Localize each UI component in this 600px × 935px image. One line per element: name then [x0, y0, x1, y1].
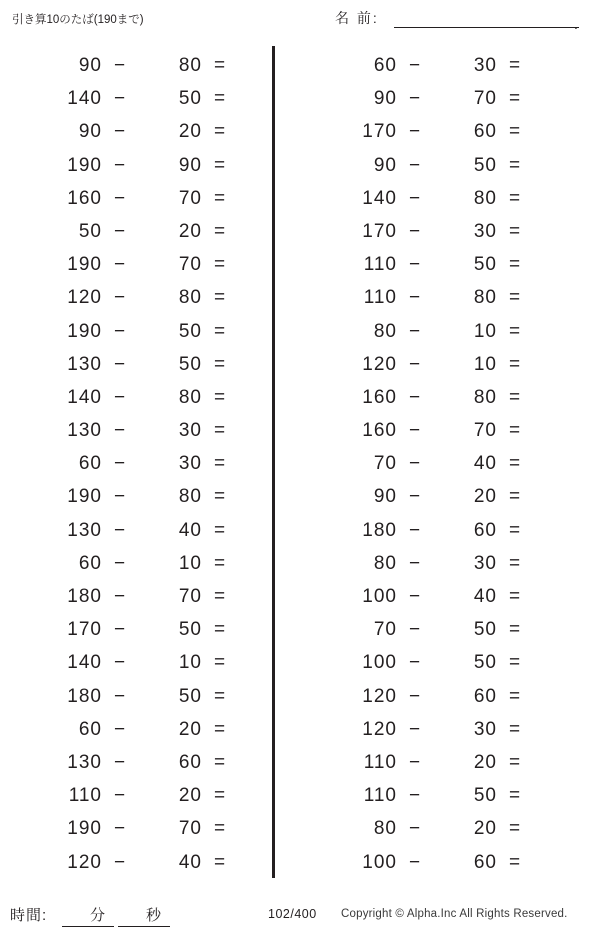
minus-operator-icon: − — [408, 453, 422, 475]
minus-operator-icon: − — [408, 320, 422, 342]
operand-second: 20 — [178, 785, 202, 807]
problem-row — [305, 847, 545, 880]
minus-operator-icon: − — [113, 851, 127, 873]
operand-first: 180 — [67, 586, 102, 607]
equals-sign-icon: = — [213, 386, 227, 408]
operand-first: 90 — [373, 486, 397, 508]
operand-first: 60 — [78, 453, 102, 475]
operand-first: 90 — [78, 55, 102, 76]
operand-second: 50 — [473, 785, 497, 807]
operand-first: 100 — [362, 851, 397, 873]
minus-operator-icon: − — [113, 121, 127, 143]
minus-operator-icon: − — [113, 519, 127, 541]
equals-sign-icon: = — [213, 420, 227, 442]
operand-second: 60 — [473, 685, 497, 707]
equals-sign-icon: = — [508, 851, 522, 873]
operand-first: 160 — [67, 187, 102, 209]
minus-operator-icon: − — [113, 552, 127, 574]
equals-sign-icon: = — [508, 619, 522, 641]
problem-column-right — [305, 50, 545, 880]
operand-second: 60 — [178, 751, 202, 773]
operand-second: 30 — [178, 420, 202, 442]
operand-first: 100 — [362, 586, 397, 607]
time-minutes-unit: 分 — [90, 907, 106, 924]
operand-first: 90 — [373, 88, 397, 110]
operand-second: 10 — [178, 652, 202, 674]
operand-second: 30 — [473, 55, 497, 76]
operand-first: 160 — [362, 386, 397, 408]
equals-sign-icon: = — [508, 121, 522, 143]
minus-operator-icon: − — [113, 88, 127, 110]
operand-first: 90 — [373, 154, 397, 176]
equals-sign-icon: = — [213, 287, 227, 309]
equals-sign-icon: = — [508, 751, 522, 773]
problem-row — [10, 83, 250, 116]
problem-row — [10, 216, 250, 249]
operand-first: 140 — [362, 187, 397, 209]
equals-sign-icon: = — [213, 718, 227, 740]
problem-row — [305, 349, 545, 382]
operand-first: 190 — [67, 486, 102, 508]
minus-operator-icon: − — [408, 386, 422, 408]
minus-operator-icon: − — [408, 652, 422, 674]
problem-row — [10, 515, 250, 548]
equals-sign-icon: = — [508, 586, 522, 607]
problem-row — [10, 448, 250, 481]
operand-second: 80 — [178, 287, 202, 309]
minus-operator-icon: − — [113, 386, 127, 408]
equals-sign-icon: = — [213, 320, 227, 342]
problem-row — [305, 83, 545, 116]
minus-operator-icon: − — [408, 685, 422, 707]
minus-operator-icon: − — [113, 718, 127, 740]
equals-sign-icon: = — [508, 386, 522, 408]
operand-second: 60 — [473, 121, 497, 143]
operand-second: 20 — [178, 121, 202, 143]
minus-operator-icon: − — [113, 220, 127, 242]
operand-first: 70 — [373, 619, 397, 641]
operand-second: 30 — [178, 453, 202, 475]
minus-operator-icon: − — [408, 619, 422, 641]
problem-row — [305, 614, 545, 647]
problem-row — [305, 382, 545, 415]
problem-row — [10, 349, 250, 382]
operand-second: 70 — [473, 420, 497, 442]
worksheet-header — [0, 8, 600, 34]
minus-operator-icon: − — [408, 718, 422, 740]
operand-second: 50 — [473, 619, 497, 641]
minus-operator-icon: − — [408, 818, 422, 840]
minus-operator-icon: − — [113, 55, 127, 76]
equals-sign-icon: = — [213, 154, 227, 176]
problem-row — [305, 780, 545, 813]
minus-operator-icon: − — [113, 751, 127, 773]
operand-first: 190 — [67, 818, 102, 840]
name-trailing-dot: . — [574, 16, 578, 32]
problem-row — [10, 681, 250, 714]
problem-row — [10, 116, 250, 149]
operand-second: 20 — [178, 718, 202, 740]
operand-first: 90 — [78, 121, 102, 143]
equals-sign-icon: = — [213, 685, 227, 707]
equals-sign-icon: = — [508, 55, 522, 76]
problem-row — [10, 614, 250, 647]
operand-first: 170 — [362, 220, 397, 242]
minus-operator-icon: − — [113, 154, 127, 176]
operand-second: 10 — [473, 353, 497, 375]
operand-first: 110 — [68, 785, 102, 807]
problem-row — [305, 249, 545, 282]
operand-second: 90 — [178, 154, 202, 176]
problem-row — [10, 415, 250, 448]
problem-row — [305, 216, 545, 249]
operand-second: 50 — [178, 685, 202, 707]
minus-operator-icon: − — [113, 652, 127, 674]
copyright-notice: Copyright © Alpha.Inc All Rights Reserved. — [341, 908, 568, 920]
problem-row — [305, 647, 545, 680]
equals-sign-icon: = — [508, 453, 522, 475]
problem-row — [10, 714, 250, 747]
problem-row — [10, 581, 250, 614]
operand-first: 60 — [373, 55, 397, 76]
problem-row — [10, 481, 250, 514]
problem-row — [10, 647, 250, 680]
name-input-line[interactable] — [394, 27, 579, 28]
equals-sign-icon: = — [213, 751, 227, 773]
minus-operator-icon: − — [408, 220, 422, 242]
operand-second: 20 — [473, 486, 497, 508]
equals-sign-icon: = — [508, 718, 522, 740]
operand-first: 80 — [373, 818, 397, 840]
minus-operator-icon: − — [408, 751, 422, 773]
problem-row — [10, 249, 250, 282]
problem-row — [10, 813, 250, 846]
problem-row — [305, 714, 545, 747]
equals-sign-icon: = — [213, 486, 227, 508]
minus-operator-icon: − — [113, 453, 127, 475]
operand-second: 20 — [473, 818, 497, 840]
operand-second: 80 — [178, 486, 202, 508]
operand-second: 80 — [473, 287, 497, 309]
equals-sign-icon: = — [213, 254, 227, 276]
operand-first: 80 — [373, 552, 397, 574]
problem-column-left — [10, 50, 250, 880]
problem-row — [10, 548, 250, 581]
problem-row — [305, 183, 545, 216]
operand-first: 120 — [67, 851, 102, 873]
operand-second: 80 — [473, 386, 497, 408]
problem-row — [10, 780, 250, 813]
problem-row — [305, 116, 545, 149]
equals-sign-icon: = — [508, 519, 522, 541]
operand-second: 40 — [178, 851, 202, 873]
equals-sign-icon: = — [508, 254, 522, 276]
equals-sign-icon: = — [213, 88, 227, 110]
equals-sign-icon: = — [213, 851, 227, 873]
operand-second: 70 — [178, 586, 202, 607]
equals-sign-icon: = — [213, 519, 227, 541]
problem-row — [305, 316, 545, 349]
minus-operator-icon: − — [408, 187, 422, 209]
minus-operator-icon: − — [113, 254, 127, 276]
operand-second: 50 — [473, 154, 497, 176]
operand-first: 130 — [67, 420, 102, 442]
operand-first: 50 — [78, 220, 102, 242]
operand-first: 80 — [373, 320, 397, 342]
operand-second: 50 — [178, 320, 202, 342]
operand-first: 110 — [363, 751, 397, 773]
equals-sign-icon: = — [508, 320, 522, 342]
problem-row — [305, 150, 545, 183]
operand-second: 70 — [178, 254, 202, 276]
operand-first: 130 — [67, 353, 102, 375]
minus-operator-icon: − — [113, 818, 127, 840]
operand-second: 60 — [473, 851, 497, 873]
problem-row — [10, 316, 250, 349]
operand-second: 40 — [473, 453, 497, 475]
equals-sign-icon: = — [213, 121, 227, 143]
minus-operator-icon: − — [408, 552, 422, 574]
operand-second: 10 — [178, 552, 202, 574]
operand-first: 190 — [67, 154, 102, 176]
problem-row — [10, 183, 250, 216]
operand-second: 60 — [473, 519, 497, 541]
operand-second: 50 — [473, 254, 497, 276]
minus-operator-icon: − — [113, 187, 127, 209]
problem-row — [305, 681, 545, 714]
operand-second: 10 — [473, 320, 497, 342]
operand-first: 120 — [67, 287, 102, 309]
equals-sign-icon: = — [508, 785, 522, 807]
page-number: 102/400 — [268, 907, 317, 921]
problem-row — [305, 581, 545, 614]
operand-second: 70 — [178, 187, 202, 209]
operand-first: 190 — [67, 320, 102, 342]
equals-sign-icon: = — [213, 220, 227, 242]
problem-row — [10, 847, 250, 880]
operand-first: 70 — [373, 453, 397, 475]
operand-first: 60 — [78, 718, 102, 740]
equals-sign-icon: = — [508, 486, 522, 508]
problem-row — [305, 747, 545, 780]
operand-first: 140 — [67, 386, 102, 408]
problem-row — [305, 415, 545, 448]
minus-operator-icon: − — [113, 353, 127, 375]
minus-operator-icon: − — [408, 785, 422, 807]
equals-sign-icon: = — [213, 552, 227, 574]
minus-operator-icon: − — [408, 154, 422, 176]
minus-operator-icon: − — [408, 353, 422, 375]
operand-second: 50 — [178, 88, 202, 110]
operand-second: 70 — [178, 818, 202, 840]
time-seconds-unit: 秒 — [146, 907, 162, 924]
problem-row — [10, 282, 250, 315]
operand-first: 180 — [362, 519, 397, 541]
equals-sign-icon: = — [508, 353, 522, 375]
operand-first: 190 — [67, 254, 102, 276]
operand-first: 100 — [362, 652, 397, 674]
minus-operator-icon: − — [408, 88, 422, 110]
minus-operator-icon: − — [408, 55, 422, 76]
equals-sign-icon: = — [213, 586, 227, 607]
operand-first: 120 — [362, 353, 397, 375]
operand-first: 120 — [362, 685, 397, 707]
minus-operator-icon: − — [113, 785, 127, 807]
minus-operator-icon: − — [408, 420, 422, 442]
operand-second: 70 — [473, 88, 497, 110]
operand-first: 160 — [362, 420, 397, 442]
minus-operator-icon: − — [408, 254, 422, 276]
operand-first: 170 — [362, 121, 397, 143]
operand-second: 80 — [178, 55, 202, 76]
operand-first: 120 — [362, 718, 397, 740]
problem-row — [305, 282, 545, 315]
name-label: 名 前: — [335, 10, 379, 26]
problem-row — [305, 481, 545, 514]
column-divider — [272, 46, 275, 878]
minus-operator-icon: − — [408, 586, 422, 607]
equals-sign-icon: = — [213, 353, 227, 375]
minus-operator-icon: − — [113, 420, 127, 442]
minus-operator-icon: − — [408, 519, 422, 541]
minus-operator-icon: − — [113, 287, 127, 309]
equals-sign-icon: = — [508, 818, 522, 840]
operand-first: 140 — [67, 652, 102, 674]
equals-sign-icon: = — [508, 685, 522, 707]
equals-sign-icon: = — [213, 619, 227, 641]
problem-row — [305, 50, 545, 83]
operand-second: 30 — [473, 552, 497, 574]
equals-sign-icon: = — [508, 187, 522, 209]
operand-second: 40 — [178, 519, 202, 541]
minus-operator-icon: − — [408, 121, 422, 143]
equals-sign-icon: = — [508, 552, 522, 574]
operand-second: 30 — [473, 220, 497, 242]
time-label: 時間: — [10, 907, 48, 924]
equals-sign-icon: = — [213, 453, 227, 475]
equals-sign-icon: = — [508, 220, 522, 242]
operand-first: 130 — [67, 751, 102, 773]
operand-second: 80 — [178, 386, 202, 408]
operand-second: 80 — [473, 187, 497, 209]
equals-sign-icon: = — [213, 785, 227, 807]
equals-sign-icon: = — [213, 818, 227, 840]
equals-sign-icon: = — [508, 287, 522, 309]
operand-first: 180 — [67, 685, 102, 707]
minus-operator-icon: − — [113, 619, 127, 641]
operand-first: 170 — [67, 619, 102, 641]
time-minutes-input-line[interactable] — [62, 926, 114, 927]
problem-row — [305, 813, 545, 846]
problem-row — [305, 515, 545, 548]
problem-row — [10, 50, 250, 83]
operand-second: 50 — [178, 353, 202, 375]
equals-sign-icon: = — [508, 154, 522, 176]
operand-second: 50 — [178, 619, 202, 641]
page-title: 引き算10のたば(190まで) — [12, 14, 144, 26]
equals-sign-icon: = — [213, 55, 227, 76]
minus-operator-icon: − — [113, 486, 127, 508]
equals-sign-icon: = — [213, 187, 227, 209]
operand-first: 110 — [363, 287, 397, 309]
operand-second: 40 — [473, 586, 497, 607]
operand-second: 20 — [473, 751, 497, 773]
equals-sign-icon: = — [508, 420, 522, 442]
time-seconds-input-line[interactable] — [118, 926, 170, 927]
worksheet-footer — [0, 900, 600, 935]
operand-second: 20 — [178, 220, 202, 242]
operand-second: 30 — [473, 718, 497, 740]
problem-row — [10, 747, 250, 780]
operand-second: 50 — [473, 652, 497, 674]
problem-row — [305, 448, 545, 481]
minus-operator-icon: − — [113, 320, 127, 342]
minus-operator-icon: − — [408, 851, 422, 873]
minus-operator-icon: − — [408, 287, 422, 309]
minus-operator-icon: − — [113, 685, 127, 707]
operand-first: 110 — [363, 254, 397, 276]
operand-first: 110 — [363, 785, 397, 807]
problem-row — [305, 548, 545, 581]
operand-first: 60 — [78, 552, 102, 574]
equals-sign-icon: = — [508, 652, 522, 674]
operand-first: 130 — [67, 519, 102, 541]
problem-row — [10, 150, 250, 183]
minus-operator-icon: − — [113, 586, 127, 607]
minus-operator-icon: − — [408, 486, 422, 508]
operand-first: 140 — [67, 88, 102, 110]
equals-sign-icon: = — [213, 652, 227, 674]
problem-row — [10, 382, 250, 415]
equals-sign-icon: = — [508, 88, 522, 110]
